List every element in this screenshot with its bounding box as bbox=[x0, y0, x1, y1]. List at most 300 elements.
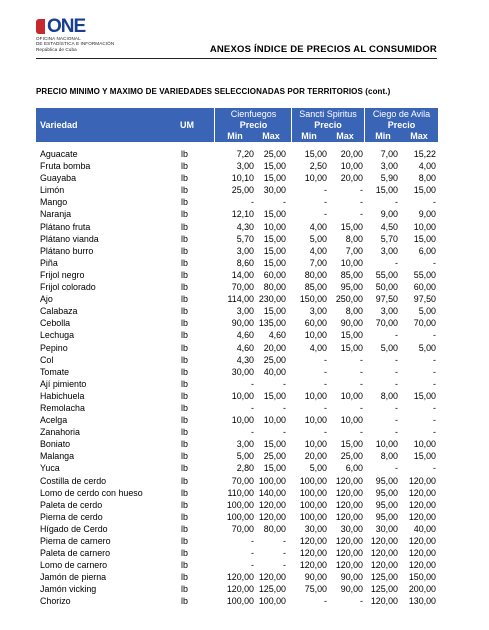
variety-cell: Acelga bbox=[40, 415, 68, 426]
cienfuegos-min-cell: 7,20 bbox=[236, 149, 254, 159]
sancti-spiritus-max-cell: 90,00 bbox=[340, 584, 363, 595]
sancti-spiritus-min-cell: 15,00 bbox=[304, 149, 327, 159]
ciego-de-avila-max-cell: - bbox=[433, 378, 436, 389]
cienfuegos-min-cell: 5,00 bbox=[236, 451, 254, 462]
variety-cell: Frijol colorado bbox=[40, 282, 96, 293]
header-divider bbox=[36, 58, 437, 59]
logo-line: DE ESTADÍSTICA E INFORMACIÓN bbox=[36, 41, 115, 47]
cienfuegos-max-cell: 10,00 bbox=[263, 415, 286, 426]
cienfuegos-max-cell: 135,00 bbox=[258, 318, 286, 329]
header-min: Min bbox=[301, 131, 317, 141]
unit-cell: lb bbox=[181, 439, 188, 450]
table-row bbox=[36, 172, 438, 184]
ciego-de-avila-min-cell: 120,00 bbox=[370, 560, 398, 571]
logo-line: OFICINA NACIONAL bbox=[36, 36, 81, 41]
cienfuegos-min-cell: 120,00 bbox=[226, 584, 254, 595]
unit-cell: lb bbox=[181, 282, 188, 293]
variety-cell: Habichuela bbox=[40, 390, 85, 401]
cienfuegos-max-cell: 10,00 bbox=[263, 221, 286, 232]
ciego-de-avila-max-cell: 40,00 bbox=[413, 523, 436, 534]
sancti-spiritus-min-cell: - bbox=[324, 354, 327, 365]
table-row bbox=[36, 583, 438, 595]
cienfuegos-max-cell: 140,00 bbox=[258, 487, 286, 498]
table-row bbox=[36, 269, 438, 281]
sancti-spiritus-min-cell: 4,00 bbox=[309, 342, 327, 353]
ciego-de-avila-max-cell: 15,00 bbox=[413, 451, 436, 462]
cienfuegos-min-cell: 12,10 bbox=[231, 209, 254, 220]
ciego-de-avila-min-cell: - bbox=[395, 402, 398, 413]
table-row bbox=[36, 523, 438, 535]
cienfuegos-max-cell: 15,00 bbox=[263, 161, 286, 172]
variety-cell: Yuca bbox=[40, 463, 60, 474]
ciego-de-avila-min-cell: 95,00 bbox=[375, 487, 398, 498]
ciego-de-avila-min-cell: - bbox=[395, 378, 398, 389]
sancti-spiritus-max-cell: - bbox=[360, 402, 363, 413]
sancti-spiritus-max-cell: 90,00 bbox=[340, 572, 363, 583]
cienfuegos-min-cell: 90,00 bbox=[231, 318, 254, 329]
header-max: Max bbox=[336, 131, 354, 141]
ciego-de-avila-min-cell: - bbox=[395, 354, 398, 365]
variety-cell: Jamón vicking bbox=[40, 584, 97, 595]
cienfuegos-max-cell: 80,00 bbox=[263, 282, 286, 293]
variety-cell: Guayaba bbox=[40, 173, 77, 184]
variety-cell: Lomo de carnero bbox=[40, 560, 108, 571]
ciego-de-avila-min-cell: 70,00 bbox=[375, 318, 398, 329]
report-title: ANEXOS ÍNDICE DE PRECIOS AL CONSUMIDOR bbox=[209, 44, 437, 55]
table-row bbox=[36, 378, 438, 390]
sancti-spiritus-max-cell: - bbox=[360, 197, 363, 208]
cienfuegos-min-cell: 30,00 bbox=[231, 366, 254, 377]
table-row bbox=[36, 148, 438, 160]
unit-cell: lb bbox=[181, 233, 188, 244]
ciego-de-avila-max-cell: 15,00 bbox=[413, 185, 436, 196]
ciego-de-avila-max-cell: 5,00 bbox=[418, 306, 436, 317]
cienfuegos-max-cell: 15,00 bbox=[263, 439, 286, 450]
table-row bbox=[36, 354, 438, 366]
ciego-de-avila-min-cell: - bbox=[395, 257, 398, 268]
table-row bbox=[36, 221, 438, 233]
ciego-de-avila-max-cell: 130,00 bbox=[408, 596, 436, 607]
sancti-spiritus-min-cell: 4,00 bbox=[309, 245, 327, 256]
cienfuegos-min-cell: 70,00 bbox=[231, 475, 254, 486]
cienfuegos-min-cell: 14,00 bbox=[231, 269, 254, 280]
ciego-de-avila-min-cell: 15,00 bbox=[375, 185, 398, 196]
sancti-spiritus-max-cell: 7,00 bbox=[345, 245, 363, 256]
sancti-spiritus-min-cell: - bbox=[324, 596, 327, 607]
cienfuegos-min-cell: 3,00 bbox=[236, 245, 254, 256]
ciego-de-avila-min-cell: 3,00 bbox=[380, 161, 398, 172]
ciego-de-avila-min-cell: - bbox=[395, 366, 398, 377]
cienfuegos-max-cell: 25,00 bbox=[263, 451, 286, 462]
ciego-de-avila-max-cell: 15,00 bbox=[413, 390, 436, 401]
ciego-de-avila-min-cell: - bbox=[395, 463, 398, 474]
ciego-de-avila-max-cell: 15,22 bbox=[413, 149, 436, 159]
variety-cell: Boniato bbox=[40, 439, 71, 450]
table-row bbox=[36, 390, 438, 402]
table-row bbox=[36, 402, 438, 414]
variety-cell: Malanga bbox=[40, 451, 75, 462]
ciego-de-avila-max-cell: 8,00 bbox=[418, 173, 436, 184]
ciego-de-avila-max-cell: 4,00 bbox=[418, 161, 436, 172]
sancti-spiritus-min-cell: - bbox=[324, 209, 327, 220]
sancti-spiritus-min-cell: 120,00 bbox=[299, 548, 327, 559]
unit-cell: lb bbox=[181, 221, 188, 232]
ciego-de-avila-min-cell: 3,00 bbox=[380, 306, 398, 317]
unit-cell: lb bbox=[181, 245, 188, 256]
sancti-spiritus-max-cell: 30,00 bbox=[340, 523, 363, 534]
unit-cell: lb bbox=[181, 330, 188, 341]
ciego-de-avila-min-cell: 50,00 bbox=[375, 282, 398, 293]
ciego-de-avila-min-cell: 5,70 bbox=[380, 233, 398, 244]
sancti-spiritus-min-cell: - bbox=[324, 427, 327, 438]
variety-cell: Plátano vianda bbox=[40, 233, 99, 244]
cienfuegos-max-cell: 20,00 bbox=[263, 342, 286, 353]
ciego-de-avila-max-cell: 55,00 bbox=[413, 269, 436, 280]
ciego-de-avila-min-cell: 120,00 bbox=[370, 596, 398, 607]
ciego-de-avila-max-cell: - bbox=[433, 402, 436, 413]
ciego-de-avila-max-cell: 120,00 bbox=[408, 511, 436, 522]
ciego-de-avila-max-cell: 120,00 bbox=[408, 487, 436, 498]
variety-cell: Fruta bomba bbox=[40, 161, 91, 172]
variety-cell: Piña bbox=[40, 257, 58, 268]
ciego-de-avila-min-cell: 120,00 bbox=[370, 536, 398, 546]
unit-cell: lb bbox=[181, 596, 188, 607]
ciego-de-avila-min-cell: 95,00 bbox=[375, 499, 398, 510]
ciego-de-avila-min-cell: 95,00 bbox=[375, 475, 398, 486]
ciego-de-avila-min-cell: - bbox=[395, 415, 398, 426]
cienfuegos-max-cell: 30,00 bbox=[263, 185, 286, 196]
sancti-spiritus-max-cell: - bbox=[360, 366, 363, 377]
cienfuegos-max-cell: 120,00 bbox=[258, 499, 286, 510]
cienfuegos-max-cell: - bbox=[283, 536, 286, 546]
cienfuegos-min-cell: 10,00 bbox=[231, 415, 254, 426]
table-row bbox=[36, 511, 438, 523]
variety-cell: Zanahoria bbox=[40, 427, 80, 438]
cienfuegos-max-cell: 120,00 bbox=[258, 572, 286, 583]
sancti-spiritus-max-cell: - bbox=[360, 354, 363, 365]
header-max: Max bbox=[410, 131, 428, 141]
variety-cell: Plátano burro bbox=[40, 245, 94, 256]
one-logo bbox=[36, 17, 146, 52]
variety-cell: Ají pimiento bbox=[40, 378, 87, 389]
ciego-de-avila-max-cell: 10,00 bbox=[413, 439, 436, 450]
cienfuegos-min-cell: - bbox=[251, 378, 254, 389]
cienfuegos-min-cell: 4,30 bbox=[236, 354, 254, 365]
cienfuegos-min-cell: 10,00 bbox=[231, 390, 254, 401]
unit-cell: lb bbox=[181, 173, 188, 184]
table-row bbox=[36, 414, 438, 426]
sancti-spiritus-max-cell: 10,00 bbox=[340, 415, 363, 426]
ciego-de-avila-max-cell: 200,00 bbox=[408, 584, 436, 595]
sancti-spiritus-max-cell: - bbox=[360, 378, 363, 389]
sancti-spiritus-min-cell: 4,00 bbox=[309, 221, 327, 232]
sancti-spiritus-max-cell: 6,00 bbox=[345, 463, 363, 474]
cienfuegos-min-cell: 100,00 bbox=[226, 499, 254, 510]
table-row bbox=[36, 475, 438, 487]
cienfuegos-max-cell: 100,00 bbox=[258, 475, 286, 486]
cienfuegos-max-cell: 25,00 bbox=[263, 149, 286, 159]
table-row bbox=[36, 184, 438, 196]
header-variedad: Variedad bbox=[40, 120, 78, 130]
sancti-spiritus-min-cell: 10,00 bbox=[304, 390, 327, 401]
variety-cell: Paleta de cerdo bbox=[40, 499, 103, 510]
ciego-de-avila-min-cell: 30,00 bbox=[375, 523, 398, 534]
unit-cell: lb bbox=[181, 390, 188, 401]
sancti-spiritus-min-cell: 100,00 bbox=[299, 511, 327, 522]
sancti-spiritus-max-cell: 120,00 bbox=[335, 499, 363, 510]
cienfuegos-max-cell: 15,00 bbox=[263, 209, 286, 220]
sancti-spiritus-max-cell: 10,00 bbox=[340, 257, 363, 268]
table-row bbox=[36, 499, 438, 511]
sancti-spiritus-min-cell: 100,00 bbox=[299, 487, 327, 498]
unit-cell: lb bbox=[181, 415, 188, 426]
sancti-spiritus-min-cell: - bbox=[324, 402, 327, 413]
sancti-spiritus-min-cell: 90,00 bbox=[304, 572, 327, 583]
cienfuegos-max-cell: 230,00 bbox=[258, 294, 286, 305]
ciego-de-avila-min-cell: 7,00 bbox=[380, 149, 398, 159]
sancti-spiritus-max-cell: 8,00 bbox=[345, 233, 363, 244]
ciego-de-avila-max-cell: 5,00 bbox=[418, 342, 436, 353]
ciego-de-avila-max-cell: 15,00 bbox=[413, 233, 436, 244]
sancti-spiritus-max-cell: - bbox=[360, 427, 363, 438]
table-title: PRECIO MINIMO Y MAXIMO DE VARIEDADES SELECCIONADAS POR TERRITORIOS (cont.) bbox=[36, 87, 391, 96]
variety-cell: Calabaza bbox=[40, 306, 78, 317]
unit-cell: lb bbox=[181, 511, 188, 522]
ciego-de-avila-min-cell: - bbox=[395, 330, 398, 341]
unit-cell: lb bbox=[181, 402, 188, 413]
unit-cell: lb bbox=[181, 463, 188, 474]
unit-cell: lb bbox=[181, 318, 188, 329]
cienfuegos-min-cell: - bbox=[251, 560, 254, 571]
variety-cell: Limón bbox=[40, 185, 65, 196]
header-precio: Precio bbox=[239, 120, 268, 130]
ciego-de-avila-min-cell: 8,00 bbox=[380, 390, 398, 401]
cienfuegos-max-cell: 60,00 bbox=[263, 269, 286, 280]
cienfuegos-max-cell: - bbox=[283, 427, 286, 438]
ciego-de-avila-max-cell: - bbox=[433, 427, 436, 438]
unit-cell: lb bbox=[181, 269, 188, 280]
sancti-spiritus-max-cell: 15,00 bbox=[340, 342, 363, 353]
variety-cell: Mango bbox=[40, 197, 68, 208]
variety-cell: Tomate bbox=[40, 366, 70, 377]
variety-cell: Plátano fruta bbox=[40, 221, 91, 232]
ciego-de-avila-max-cell: 120,00 bbox=[408, 560, 436, 571]
unit-cell: lb bbox=[181, 487, 188, 498]
header-um: UM bbox=[180, 120, 194, 130]
unit-cell: lb bbox=[181, 306, 188, 317]
table-row bbox=[36, 257, 438, 269]
sancti-spiritus-min-cell: 120,00 bbox=[299, 560, 327, 571]
ciego-de-avila-max-cell: 97,50 bbox=[413, 294, 436, 305]
ciego-de-avila-max-cell: - bbox=[433, 197, 436, 208]
variety-cell: Hígado de Cerdo bbox=[40, 523, 108, 534]
table-row bbox=[36, 245, 438, 257]
unit-cell: lb bbox=[181, 427, 188, 438]
sancti-spiritus-max-cell: 25,00 bbox=[340, 451, 363, 462]
cienfuegos-min-cell: - bbox=[251, 536, 254, 546]
cienfuegos-max-cell: 120,00 bbox=[258, 511, 286, 522]
header-min: Min bbox=[375, 131, 391, 141]
cienfuegos-min-cell: 114,00 bbox=[227, 294, 254, 305]
cienfuegos-min-cell: 70,00 bbox=[231, 282, 254, 293]
unit-cell: lb bbox=[181, 378, 188, 389]
ciego-de-avila-max-cell: - bbox=[433, 257, 436, 268]
sancti-spiritus-max-cell: 15,00 bbox=[340, 439, 363, 450]
cienfuegos-min-cell: 25,00 bbox=[231, 185, 254, 196]
unit-cell: lb bbox=[181, 560, 188, 571]
ciego-de-avila-max-cell: - bbox=[433, 354, 436, 365]
sancti-spiritus-min-cell: 10,00 bbox=[304, 173, 327, 184]
sancti-spiritus-min-cell: 3,00 bbox=[309, 306, 327, 317]
sancti-spiritus-max-cell: 120,00 bbox=[335, 487, 363, 498]
unit-cell: lb bbox=[181, 197, 188, 208]
cienfuegos-max-cell: 100,00 bbox=[258, 596, 286, 607]
table-row bbox=[36, 438, 438, 450]
ciego-de-avila-min-cell: 4,50 bbox=[380, 221, 398, 232]
cienfuegos-max-cell: - bbox=[283, 197, 286, 208]
cienfuegos-max-cell: 80,00 bbox=[263, 523, 286, 534]
ciego-de-avila-max-cell: 120,00 bbox=[408, 475, 436, 486]
sancti-spiritus-max-cell: 15,00 bbox=[340, 221, 363, 232]
sancti-spiritus-min-cell: - bbox=[324, 185, 327, 196]
table-row bbox=[36, 595, 438, 607]
sancti-spiritus-min-cell: 75,00 bbox=[304, 584, 327, 595]
sancti-spiritus-min-cell: 10,00 bbox=[304, 330, 327, 341]
sancti-spiritus-min-cell: - bbox=[324, 366, 327, 377]
logo-wordmark bbox=[36, 17, 146, 36]
sancti-spiritus-max-cell: 20,00 bbox=[340, 173, 363, 184]
variety-cell: Pierna de cerdo bbox=[40, 511, 103, 522]
sancti-spiritus-min-cell: 100,00 bbox=[299, 499, 327, 510]
ciego-de-avila-max-cell: 6,00 bbox=[418, 245, 436, 256]
table-row bbox=[36, 450, 438, 462]
sancti-spiritus-min-cell: 2,50 bbox=[309, 161, 327, 172]
sancti-spiritus-max-cell: 120,00 bbox=[335, 548, 363, 559]
sancti-spiritus-max-cell: 20,00 bbox=[340, 149, 363, 159]
sancti-spiritus-max-cell: 10,00 bbox=[340, 161, 363, 172]
variety-cell: Remolacha bbox=[40, 402, 85, 413]
variety-cell: Ajo bbox=[40, 294, 53, 305]
sancti-spiritus-max-cell: - bbox=[360, 185, 363, 196]
unit-cell: lb bbox=[181, 584, 188, 595]
header-territory-name: Ciego de Avila bbox=[372, 109, 431, 119]
cienfuegos-max-cell: 15,00 bbox=[263, 173, 286, 184]
ciego-de-avila-max-cell: - bbox=[433, 330, 436, 341]
cienfuegos-max-cell: 4,60 bbox=[268, 330, 286, 341]
ciego-de-avila-max-cell: 10,00 bbox=[413, 221, 436, 232]
unit-cell: lb bbox=[181, 257, 188, 268]
ciego-de-avila-max-cell: 60,00 bbox=[413, 282, 436, 293]
unit-cell: lb bbox=[181, 161, 188, 172]
cienfuegos-max-cell: 15,00 bbox=[263, 257, 286, 268]
ciego-de-avila-min-cell: 55,00 bbox=[375, 269, 398, 280]
cienfuegos-min-cell: - bbox=[251, 197, 254, 208]
sancti-spiritus-max-cell: 8,00 bbox=[345, 306, 363, 317]
variety-cell: Paleta de carnero bbox=[40, 548, 111, 559]
table-row bbox=[36, 281, 438, 293]
unit-cell: lb bbox=[181, 475, 188, 486]
table-row bbox=[36, 366, 438, 378]
table-row bbox=[36, 317, 438, 329]
sancti-spiritus-max-cell: 85,00 bbox=[340, 269, 363, 280]
sancti-spiritus-max-cell: 120,00 bbox=[335, 475, 363, 486]
ciego-de-avila-min-cell: 10,00 bbox=[375, 439, 398, 450]
cienfuegos-max-cell: 40,00 bbox=[263, 366, 286, 377]
sancti-spiritus-max-cell: - bbox=[360, 209, 363, 220]
variety-cell: Naranja bbox=[40, 209, 72, 220]
unit-cell: lb bbox=[181, 354, 188, 365]
cienfuegos-min-cell: 120,00 bbox=[226, 572, 254, 583]
ciego-de-avila-max-cell: 120,00 bbox=[408, 536, 436, 546]
sancti-spiritus-min-cell: 60,00 bbox=[304, 318, 327, 329]
ciego-de-avila-min-cell: 5,90 bbox=[380, 173, 398, 184]
ciego-de-avila-min-cell: - bbox=[395, 197, 398, 208]
cienfuegos-max-cell: - bbox=[283, 548, 286, 559]
cienfuegos-max-cell: 15,00 bbox=[263, 390, 286, 401]
unit-cell: lb bbox=[181, 366, 188, 377]
sancti-spiritus-max-cell: 120,00 bbox=[335, 511, 363, 522]
ciego-de-avila-max-cell: - bbox=[433, 463, 436, 474]
sancti-spiritus-min-cell: 150,00 bbox=[299, 294, 327, 305]
sancti-spiritus-max-cell: 250,00 bbox=[335, 294, 363, 305]
logo-text: ONE bbox=[47, 16, 86, 37]
unit-cell: lb bbox=[181, 536, 188, 546]
unit-cell: lb bbox=[181, 185, 188, 196]
sancti-spiritus-min-cell: 10,00 bbox=[304, 439, 327, 450]
cienfuegos-min-cell: - bbox=[251, 548, 254, 559]
sancti-spiritus-min-cell: 85,00 bbox=[304, 282, 327, 293]
sancti-spiritus-max-cell: 10,00 bbox=[340, 390, 363, 401]
sancti-spiritus-max-cell: 15,00 bbox=[340, 330, 363, 341]
cienfuegos-min-cell: 4,60 bbox=[236, 330, 254, 341]
ciego-de-avila-min-cell: 8,00 bbox=[380, 451, 398, 462]
ciego-de-avila-max-cell: - bbox=[433, 366, 436, 377]
sancti-spiritus-min-cell: 100,00 bbox=[299, 475, 327, 486]
table-row bbox=[36, 305, 438, 317]
ciego-de-avila-min-cell: 125,00 bbox=[370, 572, 398, 583]
variety-cell: Costilla de cerdo bbox=[40, 475, 107, 486]
cienfuegos-min-cell: 8,60 bbox=[236, 257, 254, 268]
table-header bbox=[36, 108, 438, 142]
ciego-de-avila-max-cell: 9,00 bbox=[418, 209, 436, 220]
variety-cell: Pepino bbox=[40, 342, 68, 353]
ciego-de-avila-max-cell: 120,00 bbox=[408, 548, 436, 559]
variety-cell: Jamón de pierna bbox=[40, 572, 107, 583]
variety-cell: Lomo de cerdo con hueso bbox=[40, 487, 143, 498]
cienfuegos-min-cell: 100,00 bbox=[226, 596, 254, 607]
unit-cell: lb bbox=[181, 523, 188, 534]
ciego-de-avila-max-cell: 70,00 bbox=[413, 318, 436, 329]
table-row bbox=[36, 426, 438, 438]
variety-cell: Frijol negro bbox=[40, 269, 85, 280]
table-body bbox=[36, 148, 438, 608]
sancti-spiritus-max-cell: 95,00 bbox=[340, 282, 363, 293]
cienfuegos-min-cell: - bbox=[251, 402, 254, 413]
cienfuegos-max-cell: 15,00 bbox=[263, 233, 286, 244]
cienfuegos-min-cell: 70,00 bbox=[231, 523, 254, 534]
table-row bbox=[36, 342, 438, 354]
cienfuegos-min-cell: 3,00 bbox=[236, 306, 254, 317]
cienfuegos-min-cell: 4,60 bbox=[236, 342, 254, 353]
sancti-spiritus-min-cell: 30,00 bbox=[304, 523, 327, 534]
sancti-spiritus-min-cell: 5,00 bbox=[309, 233, 327, 244]
header-territory-name: Sancti Spiritus bbox=[299, 109, 357, 119]
ciego-de-avila-max-cell: 120,00 bbox=[408, 499, 436, 510]
table-row bbox=[36, 535, 438, 547]
sancti-spiritus-max-cell: 90,00 bbox=[340, 318, 363, 329]
unit-cell: lb bbox=[181, 342, 188, 353]
table-row bbox=[36, 160, 438, 172]
